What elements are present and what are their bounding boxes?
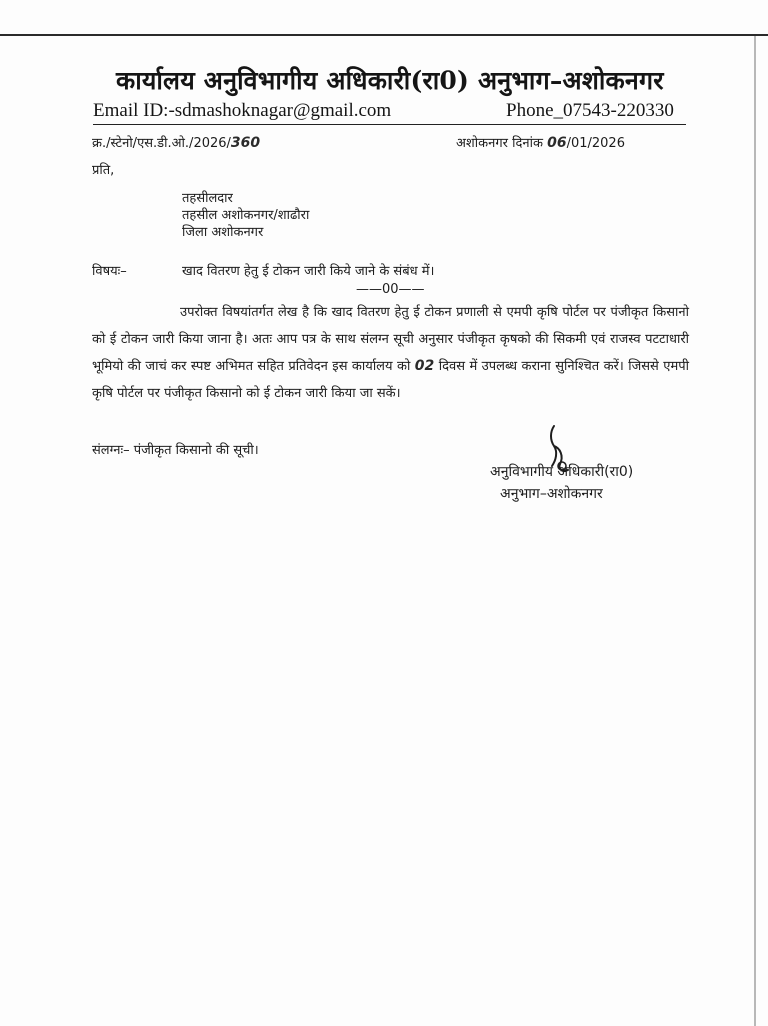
letterhead-divider (93, 124, 686, 125)
date-place-label: अशोकनगर दिनांक (456, 136, 543, 151)
enclosure-note: संलग्नः– पंजीकृत किसानो की सूची। (92, 443, 259, 458)
page-top-edge (0, 34, 768, 36)
recipient-line-3: जिला अशोकनगर (182, 225, 264, 240)
signatory-office: अनुभाग–अशोकनगर (500, 486, 603, 502)
subject-separator: ——00—— (356, 282, 425, 297)
body-handwritten-days: 02 (414, 358, 435, 374)
recipient-label: प्रति, (92, 163, 115, 178)
body-text-part-1: उपरोक्त विषयांतर्गत लेख है कि खाद वितरण हेतु ई टोकन प्रणाली से एमपी कृषि पोर्टल पर पंजीकृत किसानो को ई टोकन जारी किया जाना है। अतः आप पत्र के साथ संलग्न सूची अनुसार पंजीकृत कृषको की सिकमी एवं राजस्व पटटाधारी भूमियो की जाचं कर स्पष्ट अभिमत सहित प्रतिवेदन इस कार्यालय को (92, 305, 689, 374)
letterhead-title: कार्यालय अनुविभागीय अधिकारी(रा0) अनुभाग–अशोकनगर (116, 66, 664, 95)
letterhead-phone: Phone_07543-220330 (506, 100, 674, 121)
date-handwritten-day: 06 (547, 135, 567, 151)
letter-date (456, 133, 625, 151)
recipient-line-1: तहसीलदार (182, 191, 233, 206)
date-rest: /01/2026 (566, 136, 625, 151)
subject-label: विषयः– (92, 264, 127, 279)
signatory-designation: अनुविभागीय अधिकारी(रा0) (490, 464, 634, 480)
body-text-part-2: दिवस में उपलब्ध कराना सुनिश्चित करें। जिससे एमपी कृषि पोर्टल पर पंजीकृत किसानो को ई टोकन जारी किया जा सकें। (92, 359, 689, 401)
letterhead-email: Email ID:-sdmashoknagar@gmail.com (93, 100, 392, 121)
page-right-edge (754, 36, 756, 1026)
subject-text: खाद वितरण हेतु ई टोकन जारी किये जाने के संबंध में। (182, 264, 435, 279)
reference-prefix: क्र./स्टेनो/एस.डी.ओ./2026/ (92, 136, 231, 151)
reference-handwritten-number: 360 (230, 135, 261, 151)
body-paragraph (92, 300, 689, 407)
reference-number (92, 133, 260, 151)
recipient-line-2: तहसील अशोकनगर/शाढौरा (182, 208, 310, 223)
